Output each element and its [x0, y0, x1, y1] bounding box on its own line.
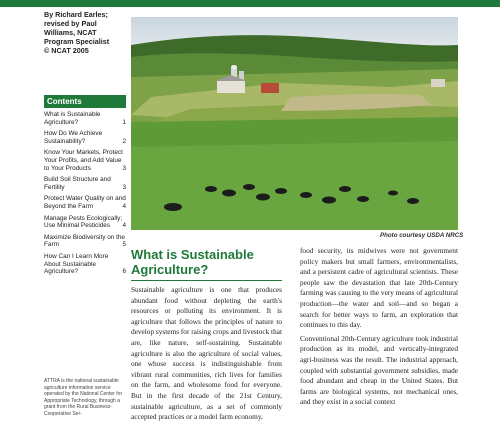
- toc-page: 4: [122, 222, 126, 230]
- toc-item[interactable]: [44, 215, 126, 230]
- toc-item[interactable]: [44, 195, 126, 210]
- paragraph: Conventional 20th-Century agriculture took industrial production as its model, and vertically-integrated agri-business was the result. The industrial approach, coupled with substantial government subsidies, made food abundant and cheap in the United States. But farms are biological systems, not mechanical ones, and they exist in a social context: [300, 333, 458, 407]
- farm-landscape-image: [131, 17, 458, 230]
- byline-line: revised by Paul: [44, 19, 97, 28]
- byline: [44, 10, 126, 55]
- body-column-1: [131, 285, 282, 426]
- paragraph: Sustainable agriculture is one that produces abundant food without depleting the earth's resources or polluting its environment. It is agriculture that follows the principles of nature to develop systems for raising crops and livestock that are, like nature, self-sustaining. Sustainable agriculture is also the agriculture of social values, one whose success is indistinguishable from vibrant rural communities, rich lives for families on the farm, and wholesome food for everyone. But in the first decade of the 21st Century, sustainable agriculture, as a set of commonly accepted practices or a model farm economy,: [131, 285, 282, 422]
- toc-item[interactable]: [44, 130, 126, 145]
- toc-label: Build Soil Structure and Fertility: [44, 176, 111, 191]
- byline-line: By Richard Earles;: [44, 10, 108, 19]
- toc-label: Manage Pests Ecologically; Use Minimal Pesticides: [44, 214, 123, 230]
- toc-label: What is Sustainable Agriculture?: [44, 111, 101, 126]
- toc-label: Maximize Biodiversity on the Farm: [44, 233, 125, 249]
- toc-item[interactable]: [44, 234, 126, 249]
- section-heading: What is Sustainable Agriculture?: [131, 247, 254, 277]
- header-bar: [0, 0, 500, 7]
- toc-page: 2: [122, 137, 126, 145]
- toc-label: Know Your Markets, Protect Your Profits, and Add Value to Your Products: [44, 149, 123, 172]
- toc-page: 4: [122, 202, 126, 210]
- table-of-contents: [44, 111, 126, 276]
- toc-label: How Do We Achieve Sustainability?: [44, 130, 103, 145]
- paragraph: food security, its midwives were not government policy makers but small farmers, environmentalists, and a persistent cadre of agricultural scientists. These people saw the devastation that late 20th-Century farming was causing to the very means of agricultural production—the water and soil—and so began a search for better ways to farm, an exploration that continues to this day.: [300, 246, 458, 330]
- byline-line: Williams, NCAT: [44, 28, 97, 37]
- byline-line: Program Specialist: [44, 37, 110, 46]
- toc-item[interactable]: [44, 253, 126, 276]
- contents-title: Contents: [44, 95, 126, 108]
- toc-label: Protect Water Quality on and Beyond the Farm: [44, 195, 126, 210]
- toc-page: 1: [122, 118, 126, 126]
- attra-note: ATTRA is the national sustainable agriculture information service operated by the National Center for Appropriate Technology, through a grant from the Rural Business-Cooperative Ser-: [44, 378, 123, 417]
- toc-item[interactable]: [44, 149, 126, 172]
- toc-page: 6: [122, 268, 126, 276]
- farm-photo: [131, 17, 458, 230]
- sidebar: [44, 10, 126, 280]
- toc-label: How Can I Learn More About Sustainable Agriculture?: [44, 252, 109, 276]
- toc-page: 5: [122, 241, 126, 249]
- byline-line: © NCAT 2005: [44, 46, 89, 55]
- toc-page: 3: [122, 164, 126, 172]
- photo-caption: Photo courtesy USDA NRCS: [380, 232, 464, 239]
- toc-item[interactable]: [44, 111, 126, 126]
- body-column-2: [300, 246, 458, 411]
- toc-item[interactable]: [44, 176, 126, 191]
- toc-page: 3: [122, 183, 126, 191]
- heading-rule: [131, 280, 282, 281]
